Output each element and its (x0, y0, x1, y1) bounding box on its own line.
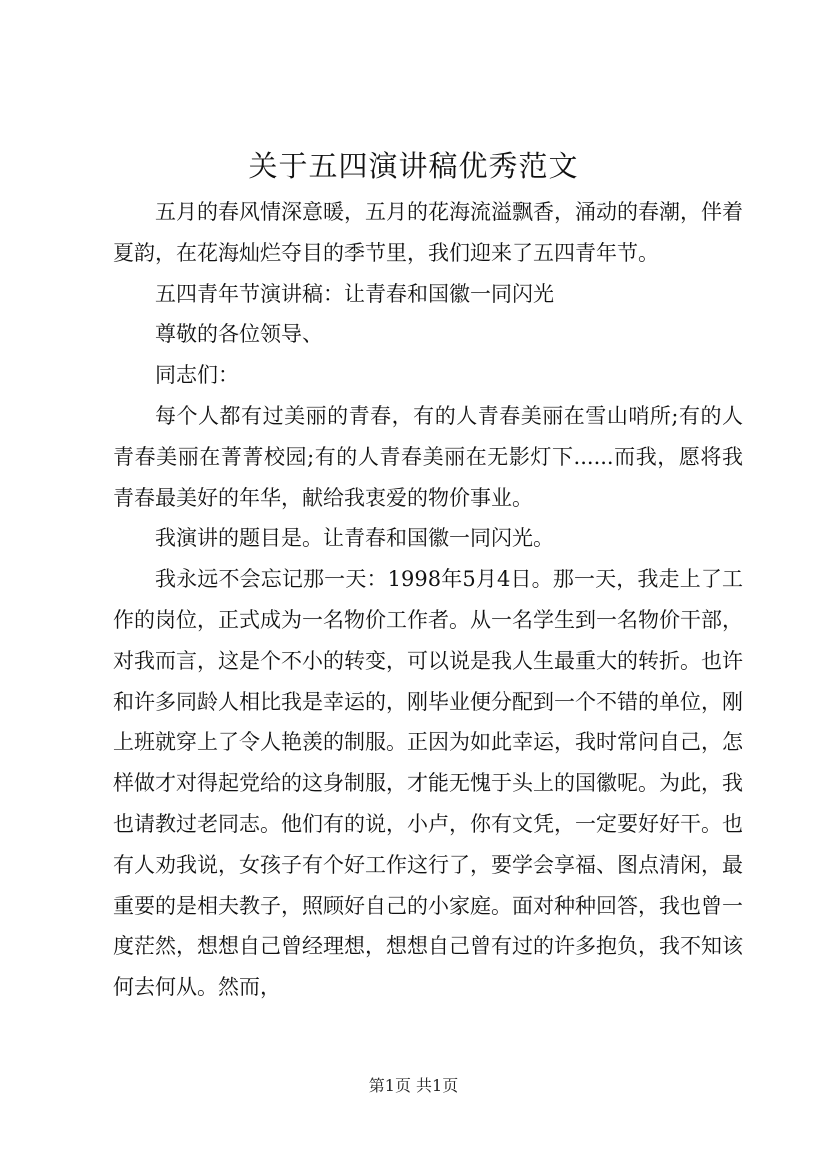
paragraph-greeting-comrades: 同志们： (155, 363, 239, 388)
paragraph-greeting-leaders: 尊敬的各位领导、 (155, 322, 323, 347)
document-title: 关于五四演讲稿优秀范文 (248, 149, 579, 183)
paragraph-intro: 五月的春风情深意暖，五月的花海流溢飘香，涌动的春潮，伴着夏韵，在花海灿烂夺目的季节里，我们迎来了五四青年节。 (113, 200, 743, 265)
paragraph-story: 我永远不会忘记那一天：1998年5月4日。那一天，我走上了工作的岗位，正式成为一名物价工作者。从一名学生到一名物价干部，对我而言，这是个不小的转变，可以说是我人生最重大的转折。也许和许多同龄人相比我是幸运的，刚毕业便分配到一个不错的单位，刚上班就穿上了令人艳羡的制服。正因为如此幸运，我时常问自己，怎样做才对得起党给的这身制服，才能无愧于头上的国徽呢。为此，我也请教过老同志。他们有的说，小卢，你有文凭，一定要好好干。也有人劝我说，女孩子有个好工作这行了，要学会享福、图点清闲，最重要的是相夫教子，照顾好自己的小家庭。面对种种回答，我也曾一度茫然，想想自己曾经理想，想想自己曾有过的许多抱负，我不知该何去何从。然而， (113, 567, 743, 1000)
page-footer: 第1页 共1页 (368, 1076, 459, 1095)
paragraph-topic: 我演讲的题目是。让青春和国徽一同闪光。 (155, 526, 554, 551)
document-body (113, 192, 743, 1008)
paragraph-speech-title: 五四青年节演讲稿：让青春和国徽一同闪光 (155, 281, 554, 306)
paragraph-youth: 每个人都有过美丽的青春，有的人青春美丽在雪山哨所;有的人青春美丽在菁菁校园;有的人青春美丽在无影灯下......而我，愿将我青春最美好的年华，献给我衷爱的物价事业。 (113, 403, 743, 510)
